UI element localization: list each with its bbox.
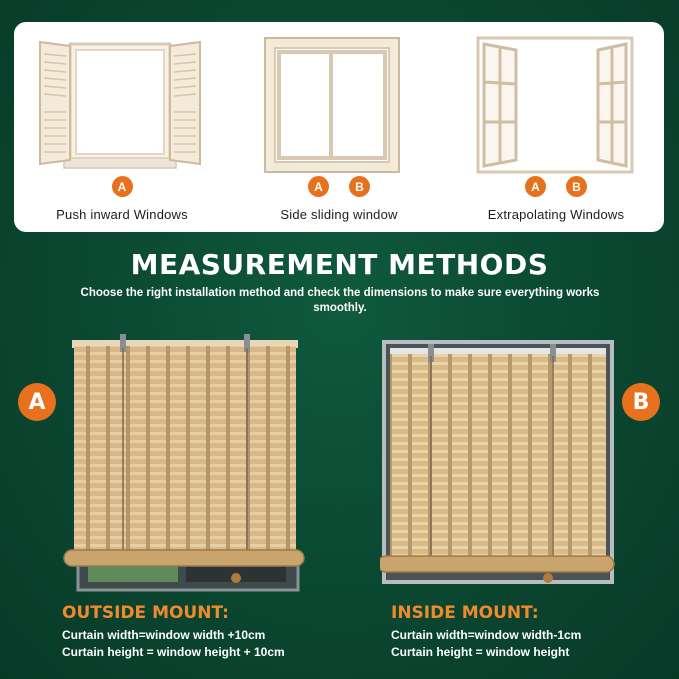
extrapolating-window-illustration (448, 22, 664, 174)
inside-mount-height-rule: Curtain height = window height (391, 645, 570, 659)
inside-mount-width-rule: Curtain width=window width-1cm (391, 628, 582, 642)
window-types-card (14, 22, 664, 232)
outside-mount-height-rule: Curtain height = window height + 10cm (62, 645, 285, 659)
window-type-label: Extrapolating Windows (487, 207, 625, 222)
window-type-push-inward (14, 22, 230, 232)
window-type-side-sliding (231, 22, 447, 232)
page-title: MEASUREMENT METHODS (130, 248, 549, 281)
outside-mount-title: OUTSIDE MOUNT: (62, 603, 229, 623)
page-subtitle: Choose the right installation method and check the dimensions to make sure everything works smoothly. (80, 287, 600, 314)
window-type-label: Side sliding window (280, 207, 398, 222)
method-a-badge: A (18, 383, 56, 421)
badge-b: B (349, 176, 370, 197)
badge-group (231, 176, 447, 197)
window-type-extrapolating (448, 22, 664, 232)
badge-b: B (566, 176, 587, 197)
badge-group (448, 176, 664, 197)
badge-a: A (525, 176, 546, 197)
badge-a: A (308, 176, 329, 197)
window-type-label: Push inward Windows (56, 207, 188, 222)
badge-a: A (112, 176, 133, 197)
push-inward-window-illustration (14, 22, 230, 174)
method-b-badge: B (622, 383, 660, 421)
outside-mount-width-rule: Curtain width=window width +10cm (62, 628, 266, 642)
badge-group (14, 176, 230, 197)
inside-mount-title: INSIDE MOUNT: (391, 603, 539, 623)
side-sliding-window-illustration (231, 22, 447, 174)
outside-mount-blind-illustration (58, 328, 308, 598)
inside-mount-blind-illustration (380, 338, 616, 588)
